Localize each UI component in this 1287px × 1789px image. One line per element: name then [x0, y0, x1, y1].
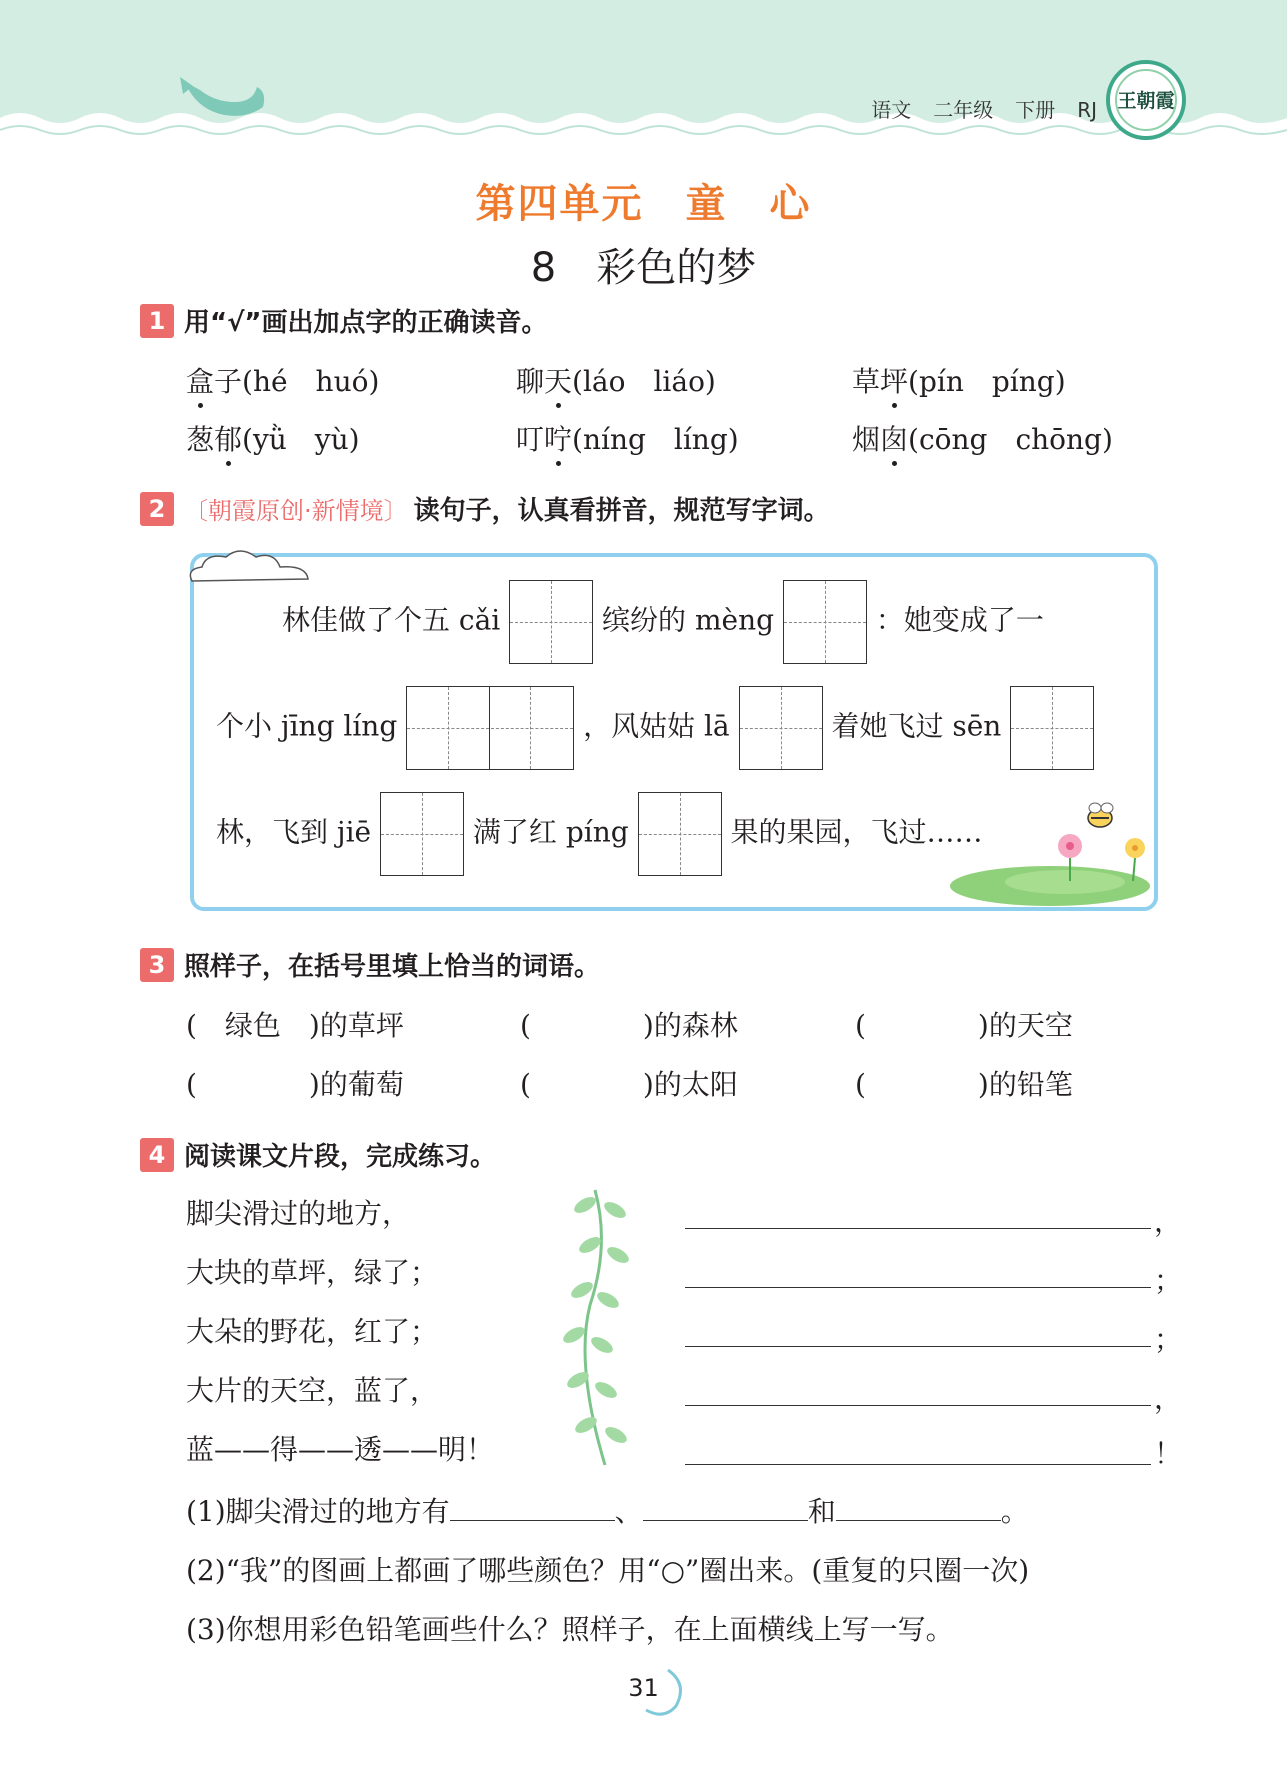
phrase-item: ( )的葡萄: [186, 1068, 404, 1101]
writing-box[interactable]: [638, 792, 722, 876]
sub-question-3: (3)你想用彩色铅笔画些什么？照样子，在上面横线上写一写。: [186, 1613, 954, 1646]
answer-blank[interactable]: [643, 1494, 808, 1521]
flower-meadow-illustration: [945, 796, 1155, 908]
sentence-line-3: 林，飞到 jiē 满了红 píng 果的果园，飞过……: [216, 792, 983, 876]
answer-line[interactable]: [685, 1196, 1151, 1229]
phrase-item: ( )的太阳: [520, 1068, 738, 1101]
answer-line[interactable]: [685, 1255, 1151, 1288]
question-number: 4: [140, 1138, 174, 1172]
answer-blank[interactable]: [836, 1494, 1001, 1521]
vine-leaves-illustration: [560, 1185, 640, 1470]
pinyin-item: 葱郁(yǜ yù): [186, 423, 360, 456]
answer-line[interactable]: [685, 1314, 1151, 1347]
logo-text: 王朝霞: [1117, 90, 1175, 112]
sentence-line-2: 个小 jīng líng ，风姑姑 lā 着她飞过 sēn: [216, 686, 1094, 770]
sentence-line-1: 林佳做了个五 cǎi 缤纷的 mèng ：她变成了一: [282, 580, 1044, 664]
volume: 下册: [1015, 98, 1056, 122]
book-info: [849, 94, 1097, 123]
pinyin-item: 聊天(láo liáo): [516, 365, 716, 398]
pinyin-item: 盒子(hé huó): [186, 365, 380, 398]
line-end-punct: ，: [1154, 1205, 1183, 1238]
question-2-heading: [140, 490, 830, 527]
writing-box[interactable]: [509, 580, 593, 664]
publisher-logo: [1112, 56, 1182, 142]
question-3-heading: [140, 946, 600, 983]
question-prompt: 阅读课文片段，完成练习。: [184, 1142, 497, 1172]
poem-line: 大块的草坪，绿了；: [186, 1256, 439, 1289]
writing-box[interactable]: [783, 580, 867, 664]
writing-box[interactable]: [739, 686, 823, 770]
whale-icon: [175, 72, 275, 132]
subject: 语文: [871, 98, 912, 122]
answer-blank[interactable]: [450, 1494, 615, 1521]
line-end-punct: ；: [1154, 1264, 1183, 1297]
writing-box[interactable]: [1010, 686, 1094, 770]
question-prompt: 读句子，认真看拼音，规范写字词。: [413, 496, 830, 526]
question-number: 3: [140, 948, 174, 982]
phrase-item: ( )的铅笔: [855, 1068, 1073, 1101]
question-tag: 〔朝霞原创·新情境〕: [184, 497, 408, 525]
poem-line: 蓝——得——透——明！: [186, 1433, 495, 1466]
writing-box-double[interactable]: [406, 686, 574, 770]
poem-line: 大朵的野花，红了；: [186, 1315, 439, 1348]
poem-line: 脚尖滑过的地方，: [186, 1197, 411, 1230]
question-4-heading: [140, 1136, 496, 1173]
poem-line: 大片的天空，蓝了，: [186, 1374, 439, 1407]
line-end-punct: ；: [1154, 1323, 1183, 1356]
sub-question-2: (2)“我”的图画上都画了哪些颜色？用“○”圈出来。(重复的只圈一次): [186, 1554, 1030, 1587]
header-band: [0, 0, 1287, 150]
lesson-title: 8 彩色的梦: [530, 245, 757, 291]
phrase-item: ( )的天空: [855, 1009, 1073, 1042]
edition: RJ: [1077, 98, 1097, 122]
question-number: 1: [140, 304, 174, 338]
answer-line[interactable]: [685, 1373, 1151, 1406]
question-prompt: 照样子，在括号里填上恰当的词语。: [184, 952, 601, 982]
sub-question-1: (1)脚尖滑过的地方有 、 和 。: [186, 1495, 1029, 1528]
phrase-item: ( 绿色 )的草坪: [186, 1009, 404, 1042]
answer-line[interactable]: [685, 1432, 1151, 1465]
question-number: 2: [140, 492, 174, 526]
writing-box[interactable]: [380, 792, 464, 876]
question-prompt: 用“√”画出加点字的正确读音。: [184, 308, 548, 338]
line-end-punct: ！: [1154, 1437, 1183, 1470]
pinyin-item: 烟囱(cōng chōng): [852, 423, 1113, 456]
unit-title: 第四单元 童 心: [475, 181, 812, 227]
page-number: 31: [628, 1674, 659, 1702]
line-end-punct: ，: [1154, 1382, 1183, 1415]
phrase-item: ( )的森林: [520, 1009, 738, 1042]
pinyin-item: 草坪(pín píng): [852, 365, 1066, 398]
pinyin-item: 叮咛(níng líng): [516, 423, 739, 456]
grade: 二年级: [933, 98, 994, 122]
question-1-heading: [140, 302, 548, 339]
